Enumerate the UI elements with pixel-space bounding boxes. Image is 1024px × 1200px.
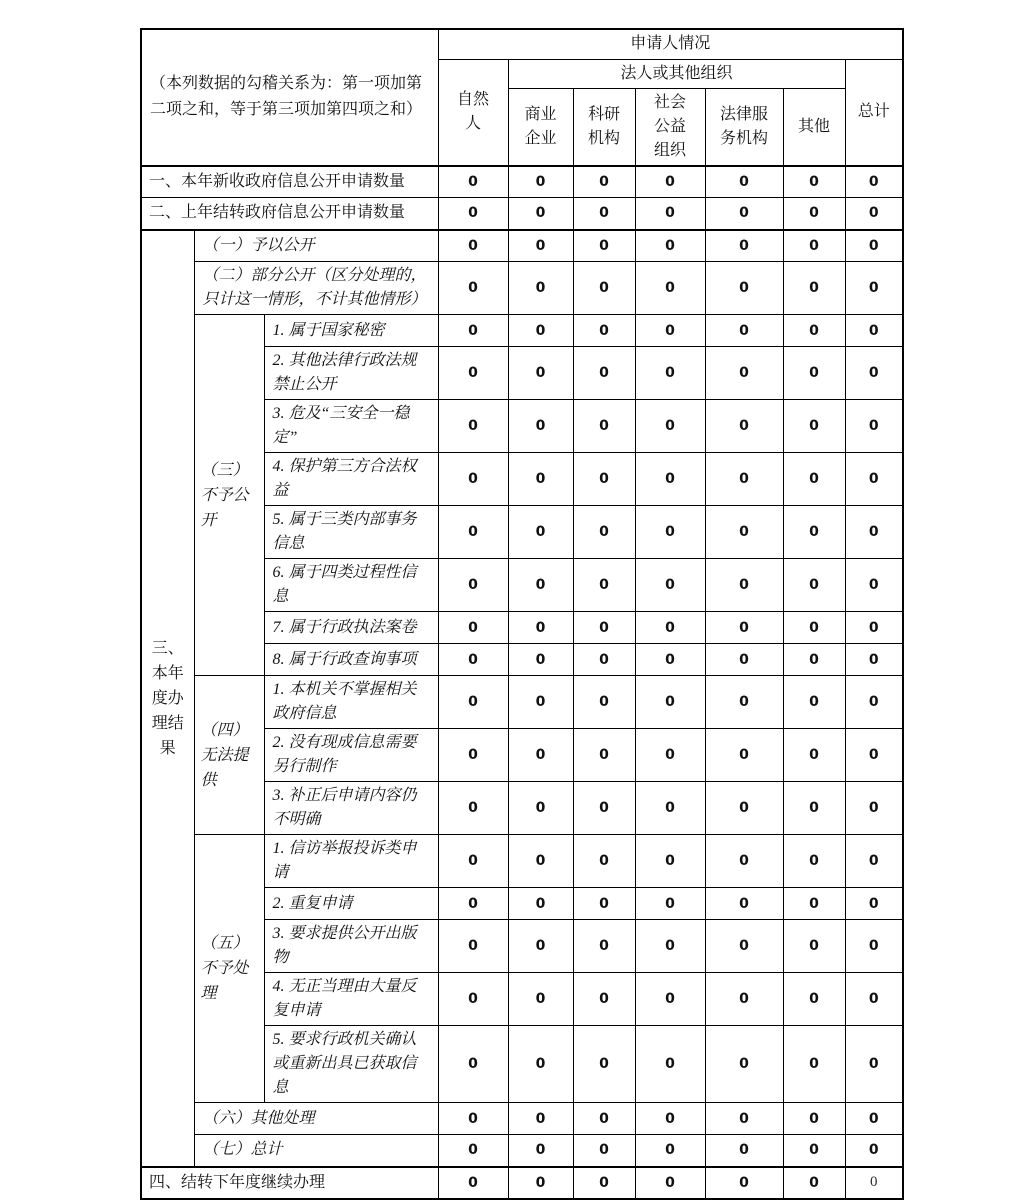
- value-cell: 0: [845, 782, 903, 835]
- value-cell: 0: [635, 729, 705, 782]
- value-cell: 0: [635, 920, 705, 973]
- row-label: 1. 属于国家秘密: [264, 315, 438, 347]
- value-cell: 0: [508, 400, 573, 453]
- column-header-label: 社会公益组织: [653, 93, 686, 159]
- value-cell: 0: [635, 1103, 705, 1135]
- value-cell: 0: [573, 920, 635, 973]
- value-cell: 0: [783, 347, 845, 400]
- row-label: 6. 属于四类过程性信息: [264, 559, 438, 612]
- column-header-label: 科研机构: [587, 105, 620, 147]
- value-cell: 0: [705, 1103, 783, 1135]
- value-cell: 0: [438, 644, 508, 676]
- column-header-label: 自然人: [456, 91, 489, 132]
- row-label: 二、上年结转政府信息公开申请数量: [141, 198, 438, 230]
- value-cell: 0: [508, 1135, 573, 1167]
- value-cell: 0: [438, 1167, 508, 1199]
- value-cell: 0: [705, 612, 783, 644]
- value-cell: 0: [573, 1026, 635, 1103]
- column-header-label: 法律服务机构: [719, 105, 768, 147]
- value-cell: 0: [508, 888, 573, 920]
- value-cell: 0: [783, 644, 845, 676]
- value-cell: 0: [845, 920, 903, 973]
- value-cell: 0: [573, 506, 635, 559]
- value-cell: 0: [783, 453, 845, 506]
- value-cell: 0: [783, 920, 845, 973]
- value-cell: 0: [705, 262, 783, 315]
- value-cell: 0: [635, 1167, 705, 1199]
- value-cell: 0: [705, 920, 783, 973]
- row-label: 2. 重复申请: [264, 888, 438, 920]
- value-cell: 0: [635, 347, 705, 400]
- value-cell: 0: [845, 559, 903, 612]
- value-cell: 0: [783, 559, 845, 612]
- value-cell: 0: [573, 676, 635, 729]
- value-cell: 0: [783, 835, 845, 888]
- row-label: 1. 本机关不掌握相关政府信息: [264, 676, 438, 729]
- value-cell: 0: [508, 315, 573, 347]
- value-cell: 0: [705, 676, 783, 729]
- value-cell: 0: [783, 676, 845, 729]
- value-cell: 0: [438, 1103, 508, 1135]
- value-cell: 0: [573, 230, 635, 262]
- reconciliation-note: （本列数据的勾稽关系为：第一项加第二项之和，等于第三项加第四项之和）: [141, 29, 438, 166]
- value-cell: 0: [783, 1167, 845, 1199]
- value-cell: 0: [508, 1167, 573, 1199]
- value-cell: 0: [783, 262, 845, 315]
- value-cell: 0: [438, 506, 508, 559]
- column-header-commercial-enterprise: [508, 88, 573, 166]
- column-header-label: 商业企业: [524, 105, 557, 147]
- value-cell: 0: [635, 782, 705, 835]
- value-cell: 0: [783, 230, 845, 262]
- value-cell: 0: [438, 262, 508, 315]
- value-cell: 0: [438, 782, 508, 835]
- value-cell: 0: [783, 315, 845, 347]
- column-header-research-institution: [573, 88, 635, 166]
- value-cell: 0: [635, 559, 705, 612]
- value-cell: 0: [845, 453, 903, 506]
- value-cell: 0: [635, 262, 705, 315]
- row-label: 4. 无正当理由大量反复申请: [264, 973, 438, 1026]
- value-cell: 0: [508, 230, 573, 262]
- report-table-container: [140, 28, 904, 1200]
- value-cell: 0: [845, 166, 903, 198]
- value-cell: 0: [635, 676, 705, 729]
- value-cell: 0: [438, 973, 508, 1026]
- group-label: （三）不予公开: [194, 315, 264, 676]
- value-cell: 0: [438, 888, 508, 920]
- column-header-label: 其他: [797, 117, 830, 135]
- value-cell: 0: [573, 1103, 635, 1135]
- value-cell: 0: [573, 559, 635, 612]
- value-cell: 0: [438, 315, 508, 347]
- value-cell: 0: [438, 559, 508, 612]
- value-cell: 0: [845, 835, 903, 888]
- value-cell: 0: [705, 315, 783, 347]
- value-cell: 0: [508, 835, 573, 888]
- value-cell: 0: [845, 347, 903, 400]
- value-cell: 0: [783, 888, 845, 920]
- value-cell: 0: [438, 198, 508, 230]
- column-header-social-welfare-org: [635, 88, 705, 166]
- value-cell: 0: [783, 729, 845, 782]
- value-cell: 0: [573, 644, 635, 676]
- value-cell: 0: [705, 973, 783, 1026]
- value-cell: 0: [573, 612, 635, 644]
- value-cell: 0: [573, 1135, 635, 1167]
- value-cell: 0: [845, 1135, 903, 1167]
- value-cell: 0: [438, 230, 508, 262]
- value-cell: 0: [845, 612, 903, 644]
- column-header-other: [783, 88, 845, 166]
- value-cell: 0: [438, 453, 508, 506]
- row-label: 8. 属于行政查询事项: [264, 644, 438, 676]
- value-cell: 0: [845, 729, 903, 782]
- value-cell: 0: [438, 676, 508, 729]
- value-cell: 0: [845, 1103, 903, 1135]
- row-label: 3. 危及“三安全一稳定”: [264, 400, 438, 453]
- value-cell: 0: [783, 198, 845, 230]
- row-label: 7. 属于行政执法案卷: [264, 612, 438, 644]
- row-label: 四、结转下年度继续办理: [141, 1167, 438, 1199]
- value-cell: 0: [705, 644, 783, 676]
- value-cell: 0: [635, 888, 705, 920]
- value-cell: 0: [783, 1026, 845, 1103]
- row-label: 5. 要求行政机关确认或重新出具已获取信息: [264, 1026, 438, 1103]
- row-label: 一、本年新收政府信息公开申请数量: [141, 166, 438, 198]
- column-header-label: 总计: [857, 103, 890, 121]
- value-cell: 0: [508, 920, 573, 973]
- value-cell: 0: [705, 453, 783, 506]
- value-cell: 0: [635, 612, 705, 644]
- value-cell: 0: [573, 1167, 635, 1199]
- value-cell: 0: [438, 835, 508, 888]
- row-label: 4. 保护第三方合法权益: [264, 453, 438, 506]
- value-cell: 0: [508, 347, 573, 400]
- disclosure-request-table: [140, 28, 904, 1200]
- value-cell: 0: [508, 973, 573, 1026]
- value-cell: 0: [705, 198, 783, 230]
- value-cell: 0: [635, 315, 705, 347]
- value-cell: 0: [508, 782, 573, 835]
- value-cell: 0: [705, 888, 783, 920]
- value-cell: 0: [573, 453, 635, 506]
- value-cell: 0: [635, 453, 705, 506]
- value-cell: 0: [845, 506, 903, 559]
- value-cell: 0: [705, 729, 783, 782]
- value-cell: 0: [783, 166, 845, 198]
- value-cell: 0: [845, 888, 903, 920]
- value-cell: 0: [508, 612, 573, 644]
- row-label: （七）总计: [194, 1135, 438, 1167]
- value-cell: 0: [845, 1167, 903, 1199]
- value-cell: 0: [845, 198, 903, 230]
- value-cell: 0: [705, 230, 783, 262]
- row-label: （二）部分公开（区分处理的，只计这一情形，不计其他情形）: [194, 262, 438, 315]
- value-cell: 0: [573, 835, 635, 888]
- value-cell: 0: [845, 676, 903, 729]
- value-cell: 0: [573, 400, 635, 453]
- column-header-legal-service-org: [705, 88, 783, 166]
- value-cell: 0: [438, 612, 508, 644]
- value-cell: 0: [845, 262, 903, 315]
- value-cell: 0: [573, 315, 635, 347]
- row-label: 5. 属于三类内部事务信息: [264, 506, 438, 559]
- value-cell: 0: [783, 1103, 845, 1135]
- value-cell: 0: [438, 1026, 508, 1103]
- row-label: 3. 要求提供公开出版物: [264, 920, 438, 973]
- row-label: （一）予以公开: [194, 230, 438, 262]
- value-cell: 0: [508, 559, 573, 612]
- value-cell: 0: [635, 166, 705, 198]
- column-header-total: [845, 59, 903, 166]
- value-cell: 0: [635, 835, 705, 888]
- value-cell: 0: [705, 1135, 783, 1167]
- value-cell: 0: [573, 888, 635, 920]
- value-cell: 0: [635, 230, 705, 262]
- value-cell: 0: [508, 1026, 573, 1103]
- value-cell: 0: [783, 400, 845, 453]
- column-header-natural-person: [438, 59, 508, 166]
- value-cell: 0: [438, 347, 508, 400]
- group-label: （四）无法提供: [194, 676, 264, 835]
- value-cell: 0: [705, 506, 783, 559]
- value-cell: 0: [845, 315, 903, 347]
- applicant-situation-header: 申请人情况: [438, 29, 903, 59]
- section-label-annual-results: 三、本年度办理结果: [141, 230, 194, 1167]
- value-cell: 0: [635, 1135, 705, 1167]
- value-cell: 0: [438, 920, 508, 973]
- value-cell: 0: [573, 262, 635, 315]
- value-cell: 0: [573, 782, 635, 835]
- legal-or-other-org-header: 法人或其他组织: [508, 59, 845, 88]
- value-cell: 0: [635, 400, 705, 453]
- row-label: 3. 补正后申请内容仍不明确: [264, 782, 438, 835]
- row-label: 2. 没有现成信息需要另行制作: [264, 729, 438, 782]
- value-cell: 0: [635, 1026, 705, 1103]
- value-cell: 0: [705, 347, 783, 400]
- value-cell: 0: [508, 166, 573, 198]
- value-cell: 0: [573, 198, 635, 230]
- value-cell: 0: [845, 973, 903, 1026]
- value-cell: 0: [845, 1026, 903, 1103]
- row-label: （六）其他处理: [194, 1103, 438, 1135]
- value-cell: 0: [845, 644, 903, 676]
- value-cell: 0: [705, 400, 783, 453]
- value-cell: 0: [573, 973, 635, 1026]
- value-cell: 0: [705, 782, 783, 835]
- value-cell: 0: [438, 729, 508, 782]
- value-cell: 0: [573, 166, 635, 198]
- value-cell: 0: [635, 973, 705, 1026]
- value-cell: 0: [573, 347, 635, 400]
- value-cell: 0: [635, 506, 705, 559]
- value-cell: 0: [438, 166, 508, 198]
- value-cell: 0: [845, 230, 903, 262]
- value-cell: 0: [705, 1026, 783, 1103]
- value-cell: 0: [783, 506, 845, 559]
- value-cell: 0: [705, 835, 783, 888]
- group-label: （五）不予处理: [194, 835, 264, 1103]
- value-cell: 0: [783, 1135, 845, 1167]
- value-cell: 0: [438, 400, 508, 453]
- value-cell: 0: [635, 644, 705, 676]
- value-cell: 0: [705, 1167, 783, 1199]
- value-cell: 0: [705, 559, 783, 612]
- value-cell: 0: [508, 644, 573, 676]
- value-cell: 0: [705, 166, 783, 198]
- value-cell: 0: [508, 506, 573, 559]
- value-cell: 0: [508, 198, 573, 230]
- value-cell: 0: [508, 262, 573, 315]
- value-cell: 0: [508, 676, 573, 729]
- value-cell: 0: [508, 1103, 573, 1135]
- value-cell: 0: [438, 1135, 508, 1167]
- value-cell: 0: [845, 400, 903, 453]
- value-cell: 0: [508, 453, 573, 506]
- value-cell: 0: [573, 729, 635, 782]
- value-cell: 0: [783, 782, 845, 835]
- value-cell: 0: [783, 612, 845, 644]
- value-cell: 0: [783, 973, 845, 1026]
- value-cell: 0: [635, 198, 705, 230]
- row-label: 1. 信访举报投诉类申请: [264, 835, 438, 888]
- row-label: 2. 其他法律行政法规禁止公开: [264, 347, 438, 400]
- value-cell: 0: [508, 729, 573, 782]
